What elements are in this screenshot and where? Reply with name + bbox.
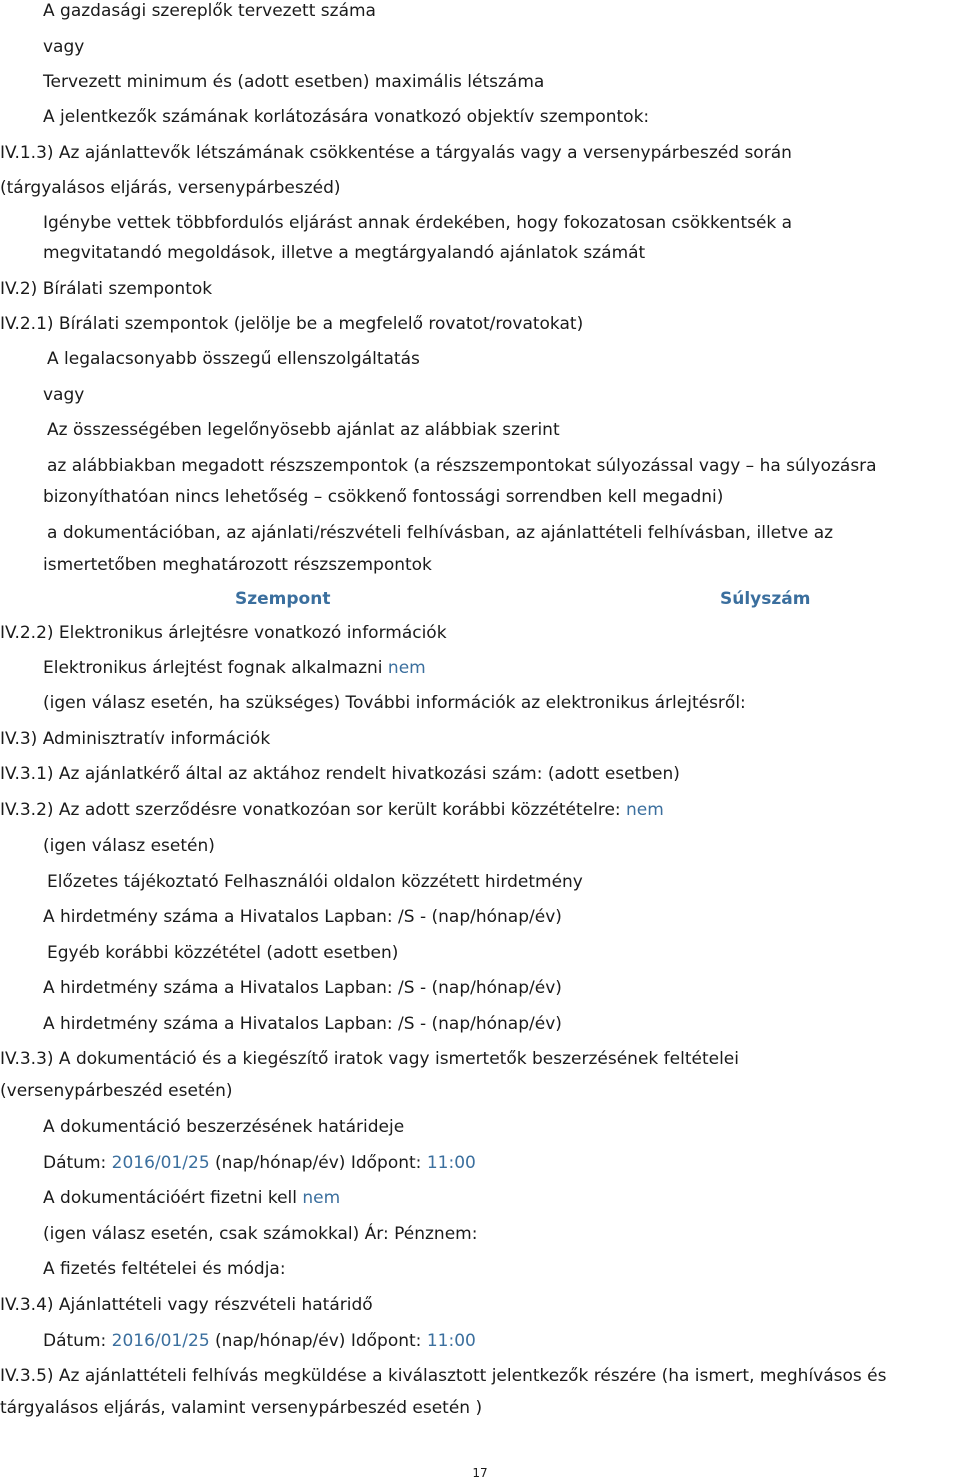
date-format: (nap/hónap/év) [215, 1153, 346, 1173]
section-heading: IV.3.1) Az ajánlatkérő által az aktához rendelt hivatkozási szám: (adott esetben) [0, 764, 680, 784]
section-heading: IV.2.1) Bírálati szempontok (jelölje be a megfelelő rovatot/rovatokat) [0, 314, 584, 334]
text-line: Igénybe vettek többfordulós eljárást annak érdekében, hogy fokozatosan csökkentsék a [43, 213, 793, 233]
section-heading: IV.3.3) A dokumentáció és a kiegészítő iratok vagy ismertetők beszerzésének feltételei [0, 1049, 739, 1069]
text-line: az alábbiakban megadott részszempontok (a részszempontokat súlyozással vagy – ha súlyozásra [47, 456, 877, 476]
date-format: (nap/hónap/év) [215, 1331, 346, 1351]
section-heading: IV.1.3) Az ajánlattevők létszámának csökkentése a tárgyalás vagy a versenypárbeszéd során [0, 143, 792, 163]
text-line: bizonyíthatóan nincs lehetőség – csökkenő fontossági sorrendben kell megadni) [43, 487, 724, 507]
field-label: Elektronikus árlejtést fognak alkalmazni [43, 658, 383, 678]
section-heading: IV.2) Bírálati szempontok [0, 279, 213, 299]
text-line: Tervezett minimum és (adott esetben) maximális létszáma [43, 72, 545, 92]
time-label: Időpont: [350, 1153, 422, 1173]
criterion-column-header: Szempont [235, 589, 331, 609]
text-line: A dokumentáció beszerzésének határideje [43, 1117, 405, 1137]
date-value: 2016/01/25 [111, 1153, 210, 1173]
text-line: A hirdetmény száma a Hivatalos Lapban: /S - (nap/hónap/év) [43, 978, 562, 998]
page-number: 17 [472, 1466, 488, 1480]
section-heading: IV.3.5) Az ajánlattételi felhívás megküldése a kiválasztott jelentkezők részére (ha ismert, meghívásos és [0, 1366, 887, 1386]
text-line: A fizetés feltételei és módja: [43, 1259, 286, 1279]
section-heading: IV.2.2) Elektronikus árlejtésre vonatkozó információk [0, 623, 447, 643]
field-value: nem [387, 658, 426, 678]
text-line [43, 657, 426, 679]
text-line: ismertetőben meghatározott részszempontok [43, 555, 432, 575]
time-value: 11:00 [426, 1153, 476, 1173]
field-value: nem [302, 1188, 341, 1208]
text-line: a dokumentációban, az ajánlati/részvételi felhívásban, az ajánlattételi felhívásban, illetve az [47, 523, 834, 543]
field-label: IV.3.2) Az adott szerződésre vonatkozóan sor került korábbi közzétételre: [0, 800, 621, 820]
text-line: Előzetes tájékoztató Felhasználói oldalon közzétett hirdetmény [47, 872, 583, 892]
section-heading: IV.3) Adminisztratív információk [0, 729, 271, 749]
text-line: megvitatandó megoldások, illetve a megtárgyalandó ajánlatok számát [43, 243, 646, 263]
text-line: Az összességében legelőnyösebb ajánlat az alábbiak szerint [47, 420, 560, 440]
text-line: vagy [43, 37, 85, 57]
text-line: (tárgyalásos eljárás, versenypárbeszéd) [0, 178, 341, 198]
date-time-line [43, 1152, 476, 1174]
text-line: A hirdetmény száma a Hivatalos Lapban: /S - (nap/hónap/év) [43, 1014, 562, 1034]
date-time-line [43, 1330, 476, 1352]
text-line: tárgyalásos eljárás, valamint versenypárbeszéd esetén ) [0, 1398, 483, 1418]
section-heading [0, 799, 664, 821]
text-line: Egyéb korábbi közzététel (adott esetben) [47, 943, 399, 963]
time-label: Időpont: [350, 1331, 422, 1351]
text-line: A legalacsonyabb összegű ellenszolgáltatás [47, 349, 420, 369]
text-line: (igen válasz esetén) [43, 836, 215, 856]
text-line: A hirdetmény száma a Hivatalos Lapban: /S - (nap/hónap/év) [43, 907, 562, 927]
date-label: Dátum: [43, 1153, 107, 1173]
text-line [43, 1187, 340, 1209]
text-line: (versenypárbeszéd esetén) [0, 1081, 233, 1101]
text-line: A gazdasági szereplők tervezett száma [43, 1, 376, 21]
text-line: vagy [43, 385, 85, 405]
time-value: 11:00 [426, 1331, 476, 1351]
weight-column-header: Súlyszám [720, 589, 811, 609]
field-value: nem [626, 800, 664, 820]
date-label: Dátum: [43, 1331, 107, 1351]
text-line: (igen válasz esetén, csak számokkal) Ár: Pénznem: [43, 1224, 478, 1244]
section-heading: IV.3.4) Ajánlattételi vagy részvételi határidő [0, 1295, 373, 1315]
text-line: A jelentkezők számának korlátozására vonatkozó objektív szempontok: [43, 107, 650, 127]
text-line: (igen válasz esetén, ha szükséges) További információk az elektronikus árlejtésről: [43, 693, 746, 713]
field-label: A dokumentációért fizetni kell [43, 1188, 297, 1208]
date-value: 2016/01/25 [111, 1331, 210, 1351]
